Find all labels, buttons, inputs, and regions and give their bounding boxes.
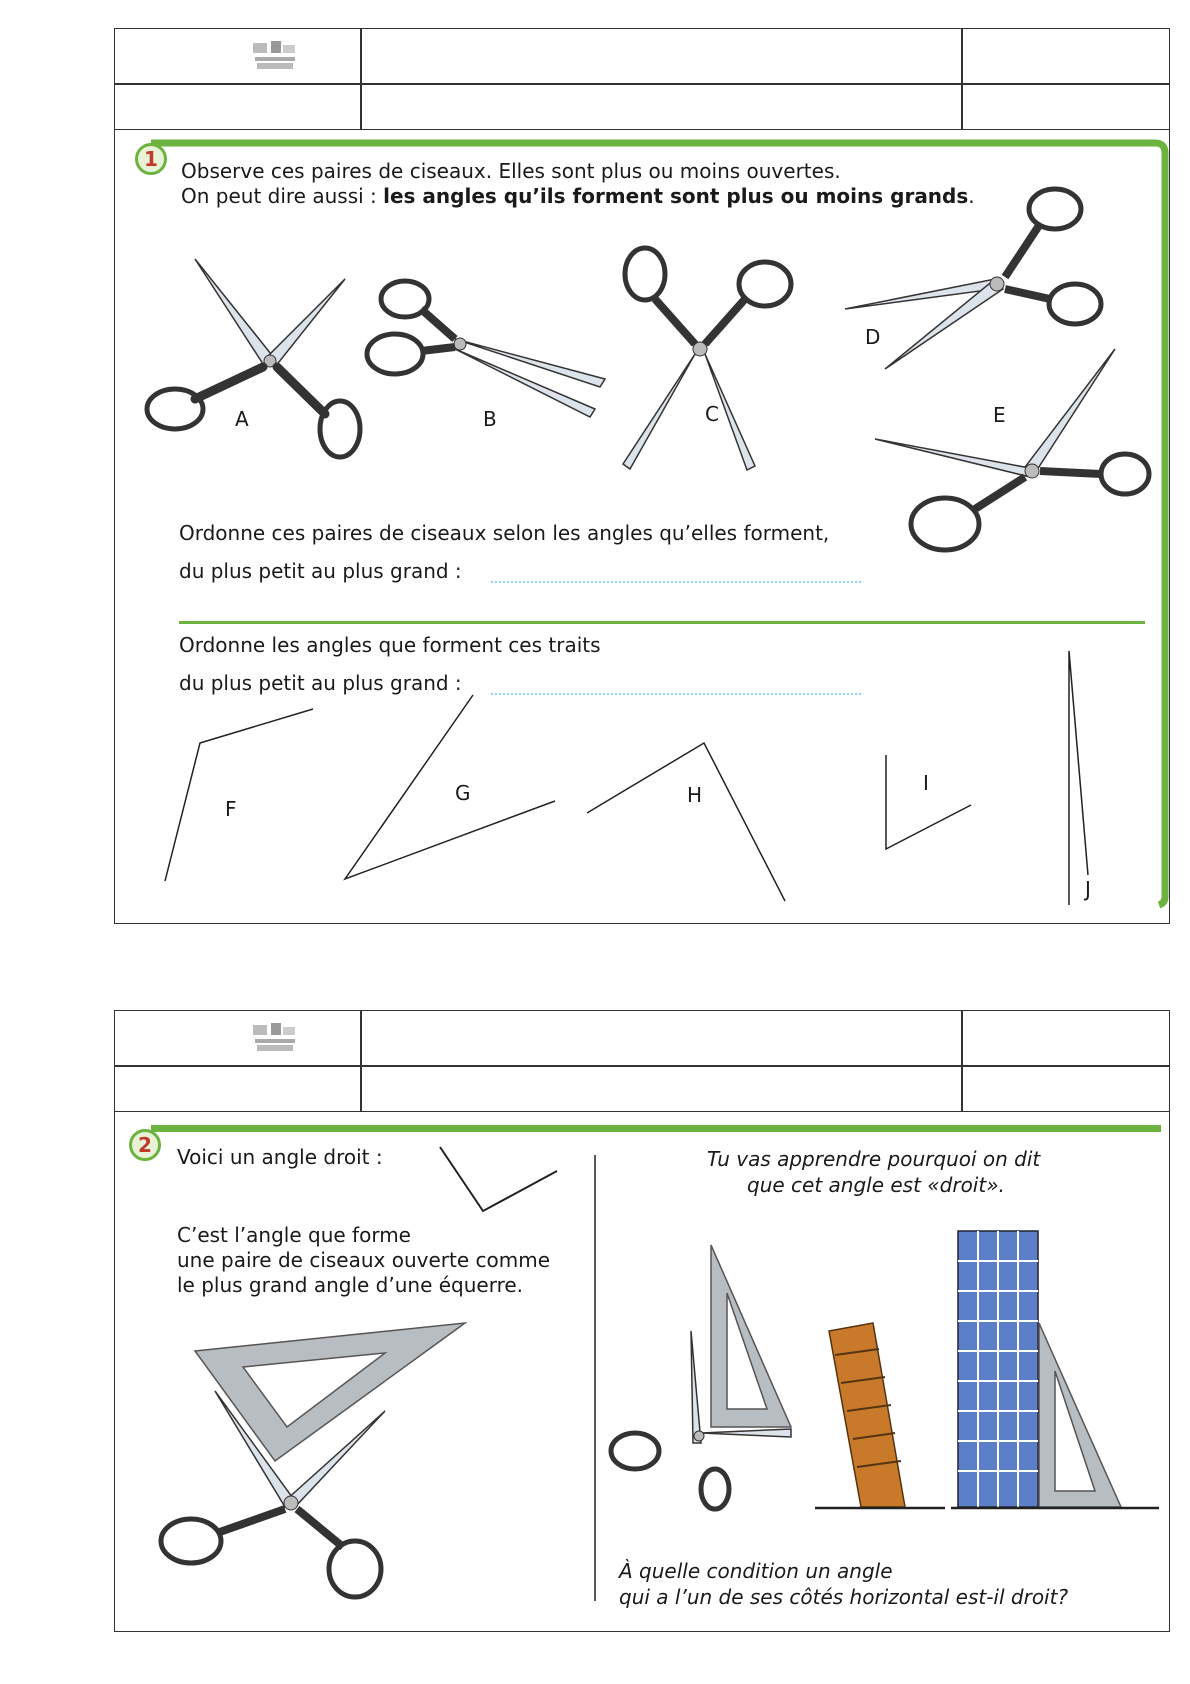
description-line-1: C’est l’angle que forme (177, 1223, 411, 1247)
scissors-label-d: D (865, 325, 881, 349)
angle-g (345, 695, 555, 879)
angle-f (165, 709, 313, 881)
angle-j (1069, 651, 1088, 905)
exercise-number-badge: 1 (135, 143, 167, 175)
right-angle-intro: Voici un angle droit : (177, 1145, 383, 1169)
right-title-line-2: que cet angle est «droit». (747, 1173, 1005, 1197)
angle-h (587, 743, 785, 901)
scissors-label-e: E (993, 403, 1006, 427)
task2-line-1: Ordonne les angles que forment ces traits (179, 633, 601, 657)
task1-line-1: Ordonne ces paires de ciseaux selon les angles qu’elles forment, (179, 521, 830, 545)
task2-line-2: du plus petit au plus grand : (179, 671, 462, 695)
angle-label-g: G (455, 781, 471, 805)
exercise-card-2 (114, 1010, 1170, 1632)
question-line-1: À quelle condition un angle (619, 1559, 893, 1583)
scissors-label-b: B (483, 407, 497, 431)
exercise-card-1 (114, 28, 1170, 924)
angle-label-i: I (923, 771, 929, 795)
right-side-illustrations (115, 1011, 1171, 1633)
instruction-line-1: Observe ces paires de ciseaux. Elles sont plus ou moins ouvertes. (181, 159, 841, 183)
description-line-3: le plus grand angle d’une équerre. (177, 1273, 524, 1297)
angle-label-f: F (225, 797, 237, 821)
description-line-2: une paire de ciseaux ouverte comme (177, 1248, 551, 1272)
question-line-2: qui a l’un de ses côtés horizontal est-il droit? (619, 1585, 1069, 1609)
angle-drawings (115, 29, 1171, 925)
task1-line-2: du plus petit au plus grand : (179, 559, 462, 583)
angle-label-j: J (1085, 877, 1091, 901)
angle-i (886, 755, 971, 849)
right-title-line-1: Tu vas apprendre pourquoi on dit (707, 1147, 1041, 1171)
exercise-number-badge: 2 (129, 1129, 161, 1161)
instruction-line-2: On peut dire aussi : les angles qu’ils forment sont plus ou moins grands. (181, 184, 975, 208)
angle-label-h: H (687, 783, 703, 807)
scissors-label-c: C (705, 402, 719, 426)
scissors-label-a: A (235, 407, 249, 431)
